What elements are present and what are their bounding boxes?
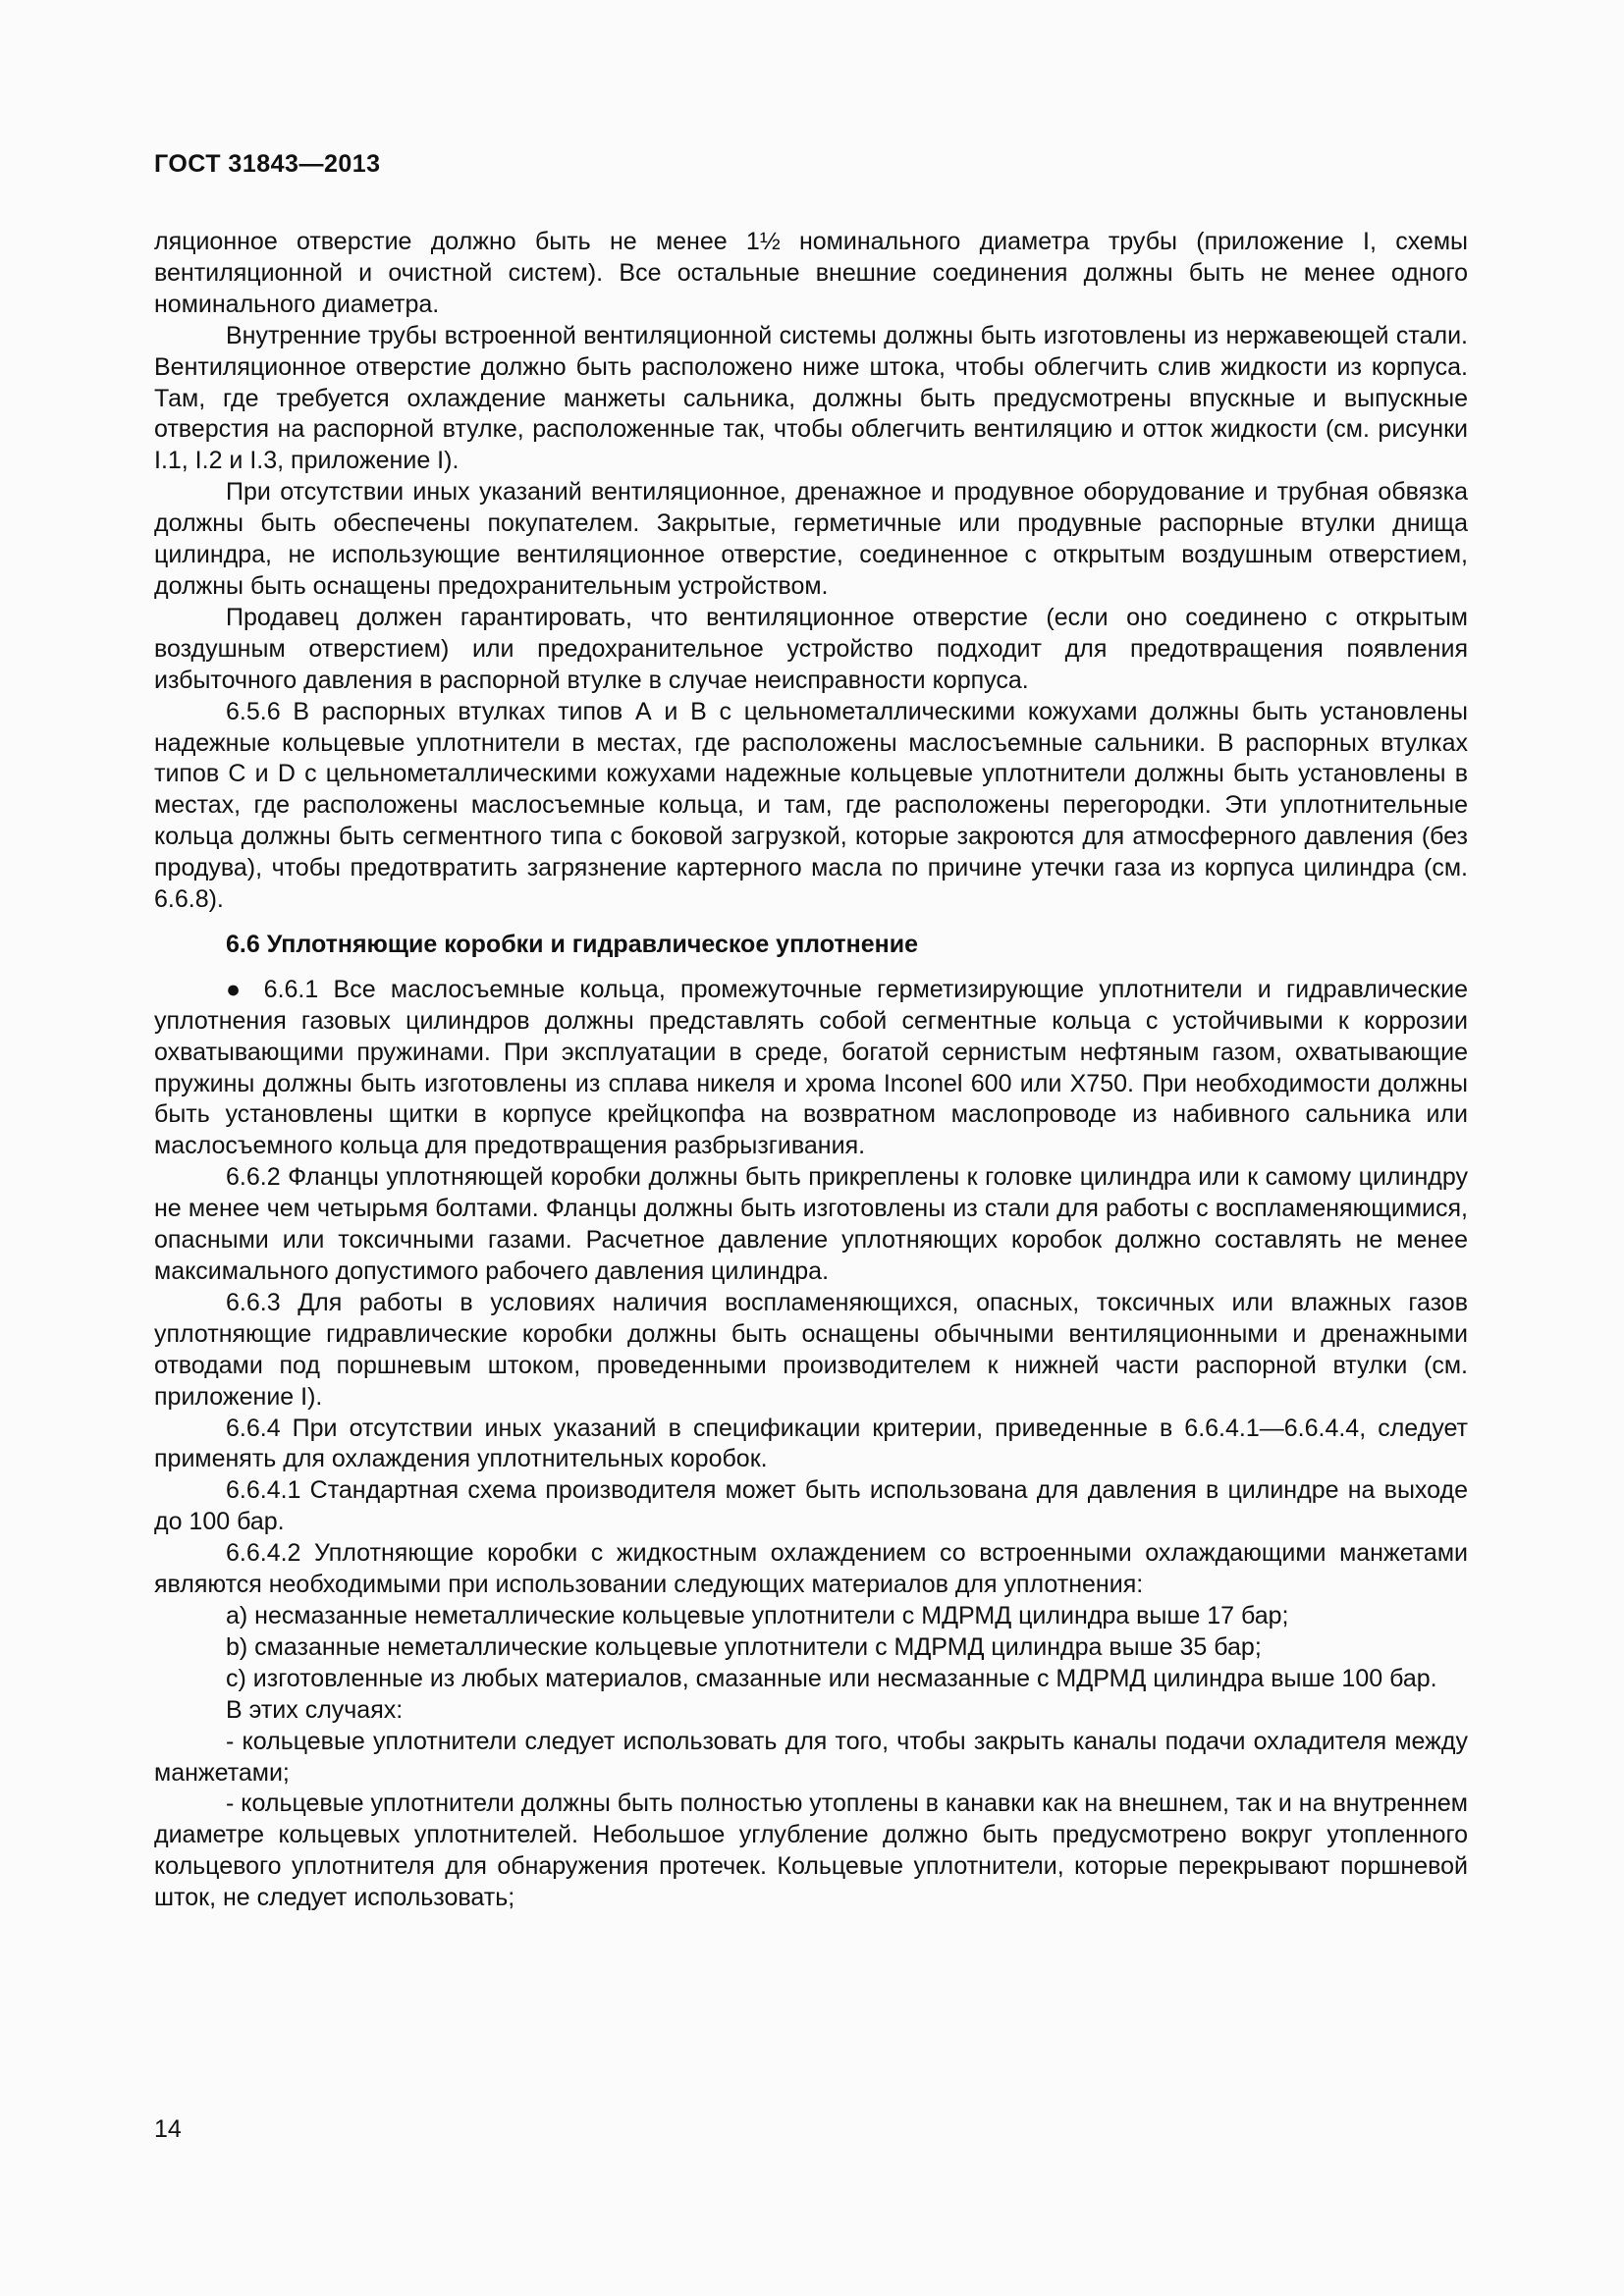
paragraph: Внутренние трубы встроенной вентиляционной системы должны быть изготовлены из нержавеющей стали. Вентиляционное отверстие должно быть расположено ниже штока, чтобы облегчить слив жидкости из корпуса. Там, где требуется охлаждение манжеты сальника, должны быть предусмотрены впускные и выпускные отверстия на распорной втулке, расположенные так, чтобы облегчить вентиляцию и отток жидкости (см. рисунки I.1, I.2 и I.3, приложение I). — [154, 321, 1468, 475]
document-number-header: ГОСТ 31843—2013 — [154, 150, 381, 178]
paragraph: 6.6.3 Для работы в условиях наличия воспламеняющихся, опасных, токсичных или влажных газов уплотняющие гидравлические коробки должны быть оснащены обычными вентиляционными и дренажными отводами под поршневым штоком, проведенными производителем к нижней части распорной втулки (см. приложение I). — [154, 1288, 1468, 1411]
document-body — [154, 227, 1468, 1914]
paragraph: В этих случаях: — [226, 1695, 404, 1724]
paragraph: ● 6.6.1 Все маслосъемные кольца, промежуточные герметизирующие уплотнители и гидравлические уплотнения газовых цилиндров должны представлять собой сегментные кольца с устойчивыми к коррозии охватывающими пружинами. При эксплуатации в среде, богатой сернистым нефтяным газом, охватывающие пружины должны быть изготовлены из сплава никеля и хрома Inconel 600 или Х750. При необходимости должны быть установлены щитки в корпусе крейцкопфа на возвратном маслопроводе из набивного сальника или маслосъемного кольца для предотвращения разбрызгивания. — [154, 975, 1468, 1160]
list-item: - кольцевые уплотнители должны быть полностью утоплены в канавки как на внешнем, так и на внутреннем диаметре кольцевых уплотнителей. Небольшое углубление должно быть предусмотрено вокруг утопленного кольцевого уплотнителя для обнаружения протечек. Кольцевые уплотнители, которые перекрывают поршневой шток, не следует использовать; — [154, 1789, 1468, 1912]
section-heading: 6.6 Уплотняющие коробки и гидравлическое уплотнение — [226, 930, 919, 958]
paragraph: 6.6.2 Фланцы уплотняющей коробки должны быть прикреплены к головке цилиндра или к самому цилиндру не менее чем четырьмя болтами. Фланцы должны быть изготовлены из стали для работы с воспламеняющимися, опасными или токсичными газами. Расчетное давление уплотняющих коробок должно составлять не менее максимального допустимого рабочего давления цилиндра. — [154, 1163, 1468, 1285]
paragraph: 6.6.4.1 Стандартная схема производителя может быть использована для давления в цилиндре на выходе до 100 бар. — [154, 1476, 1468, 1536]
paragraph: При отсутствии иных указаний вентиляционное, дренажное и продувное оборудование и трубная обвязка должны быть обеспечены покупателем. Закрытые, герметичные или продувные распорные втулки днища цилиндра, не использующие вентиляционное отверстие, соединенное с открытым воздушным отверстием, должны быть оснащены предохранительным устройством. — [154, 478, 1468, 600]
list-item: а) несмазанные неметаллические кольцевые уплотнители с МДРМД цилиндра выше 17 бар; — [226, 1601, 1289, 1629]
paragraph: Продавец должен гарантировать, что вентиляционное отверстие (если оно соединено с открытым воздушным отверстием) или предохранительное устройство подходит для предотвращения появления избыточного давления в распорной втулке в случае неисправности корпуса. — [154, 603, 1468, 694]
page-number: 14 — [154, 2115, 182, 2143]
list-item: b) смазанные неметаллические кольцевые уплотнители с МДРМД цилиндра выше 35 бар; — [226, 1632, 1262, 1661]
paragraph: 6.5.6 В распорных втулках типов А и В с цельнометаллическими кожухами должны быть установлены надежные кольцевые уплотнители в местах, где расположены маслосъемные сальники. В распорных втулках типов С и D с цельнометаллическими кожухами надежные кольцевые уплотнители должны быть установлены в местах, где расположены маслосъемные кольца, и там, где расположены перегородки. Эти уплотнительные кольца должны быть сегментного типа с боковой загрузкой, которые закроются для атмосферного давления (без продува), чтобы предотвратить загрязнение картерного масла по причине утечки газа из корпуса цилиндра (см. 6.6.8). — [154, 697, 1468, 914]
paragraph: 6.6.4.2 Уплотняющие коробки с жидкостным охлаждением со встроенными охлаждающими манжетами являются необходимыми при использовании следующих материалов для уплотнения: — [154, 1539, 1468, 1599]
list-item: с) изготовленные из любых материалов, смазанные или несмазанные с МДРМД цилиндра выше 100 бар. — [226, 1664, 1437, 1692]
paragraph: 6.6.4 При отсутствии иных указаний в спецификации критерии, приведенные в 6.6.4.1—6.6.4.4, следует применять для охлаждения уплотнительных коробок. — [154, 1414, 1468, 1473]
list-item: - кольцевые уплотнители следует использовать для того, чтобы закрыть каналы подачи охладителя между манжетами; — [154, 1727, 1468, 1787]
paragraph: ляционное отверстие должно быть не менее 1½ номинального диаметра трубы (приложение I, схемы вентиляционной и очистной систем). Все остальные внешние соединения должны быть не менее одного номинального диаметра. — [154, 228, 1468, 318]
